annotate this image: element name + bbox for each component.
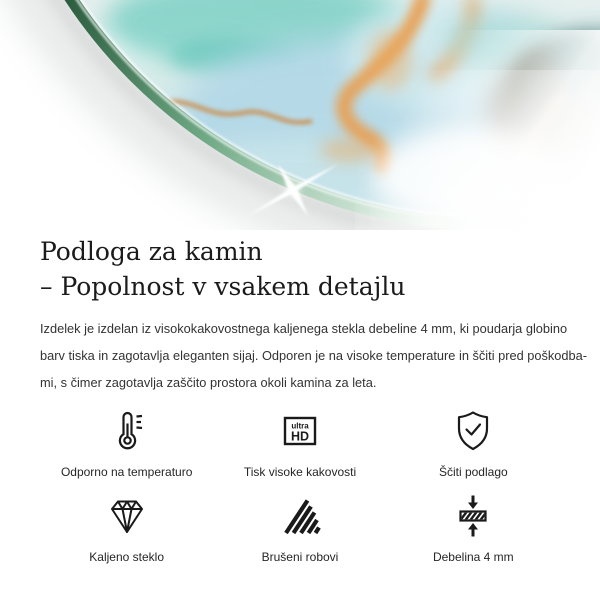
feature-item-protects [387,407,560,480]
product-description-section [0,234,600,565]
feature-label: Ščiti podlago [438,465,508,479]
intro-line-2: barv tiska in zagotavlja eleganten sijaj. Odporen je na visoke temperature in ščiti pred poškodba- [40,348,588,363]
feature-label: Odporno na temperaturo [60,465,193,479]
thickness-icon [449,492,497,540]
feature-label: Debelina 4 mm [432,550,514,564]
feature-item-thickness [387,492,560,565]
diamond-icon [103,492,151,540]
feature-item-beveled-edges [213,492,386,565]
hd-text: HD [290,429,310,444]
feature-label: Brušeni robovi [261,550,339,564]
intro-line-1: Izdelek je izdelan iz visokokakovostnega kaljenega stekla debeline 4 mm, ki poudarja globino [40,321,568,336]
feature-item-print-quality [213,407,386,480]
shield-check-icon [449,407,497,455]
page-title [40,234,560,304]
title-line-2: – Popolnost v vsakem detajlu [40,272,406,301]
white-fade [355,30,600,230]
beveled-edges-icon [276,492,324,540]
product-image [0,0,600,230]
intro-line-3: mi, s čimer zagotavlja zaščito prostora okoli kamina za leta. [40,375,377,390]
feature-label: Kaljeno steklo [89,550,165,564]
feature-item-tempered-glass [40,492,213,565]
feature-item-temperature [40,407,213,480]
feature-label: Tisk visoke kakovosti [243,465,357,479]
ultra-hd-icon [276,407,324,455]
title-line-1: Podloga za kamin [40,237,263,266]
intro-paragraph [40,315,588,396]
thermometer-icon [103,407,151,455]
feature-grid [40,407,560,565]
ultra-text: ultra [291,421,309,431]
